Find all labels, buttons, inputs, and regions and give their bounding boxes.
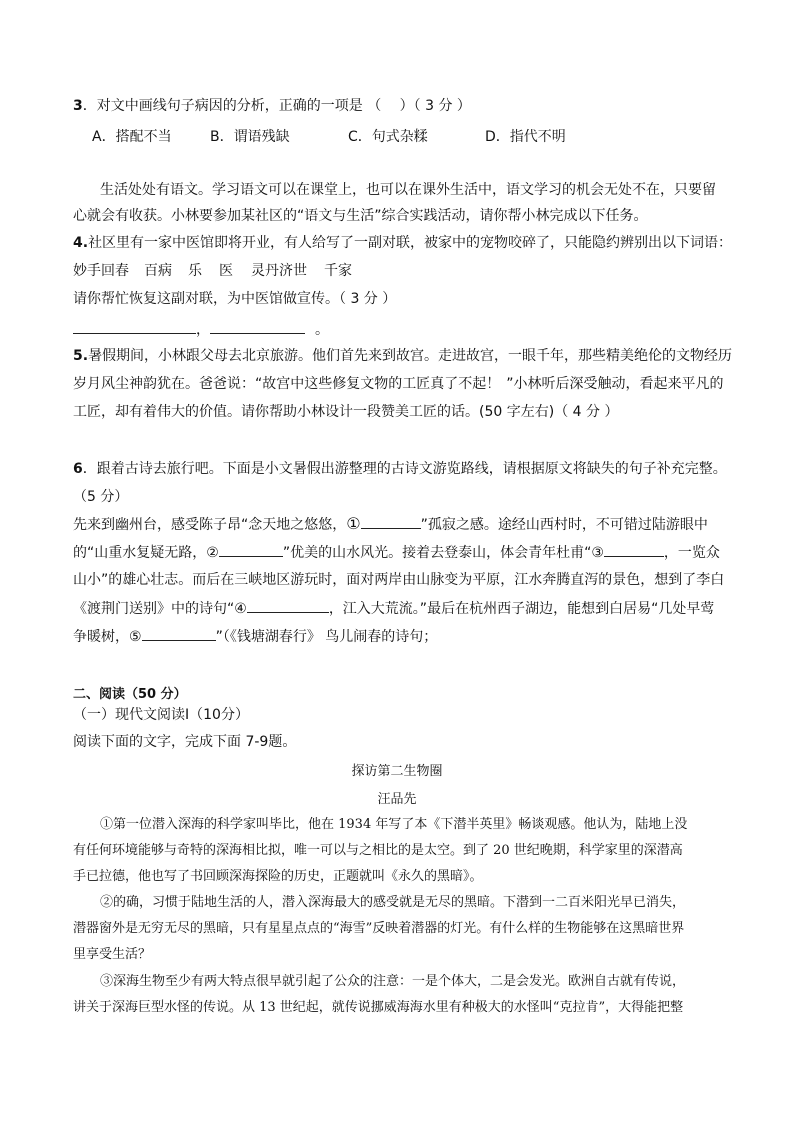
word-item: 灵丹济世 (251, 263, 307, 279)
word-item: 医 (219, 263, 233, 279)
word-item: 千家 (324, 263, 352, 279)
section-subtitle: （一）现代文阅读Ⅰ（10分） (73, 707, 249, 723)
article-paragraph-line: ②的确，习惯于陆地生活的人，潜入深海最大的感受就是无尽的黑暗。下潜到一二百米阳光早已消失， (100, 895, 686, 910)
question-5-line-2: 岁月风尘神韵犹在。爸爸说：“故宫中这些修复文物的工匠真了不起！ ”小林听后深受触动，看起来平凡的 (73, 376, 724, 392)
answer-blank-1[interactable] (73, 320, 196, 334)
question-3-stem: 3．对文中画线句子病因的分析，正确的一项是 （ ）（ 3 分 ） (73, 98, 471, 114)
question-number: 5. (73, 348, 89, 364)
question-6-score: （5 分） (73, 489, 129, 505)
question-number: 6 (73, 461, 83, 477)
poem-blank-1[interactable] (361, 515, 421, 529)
article-paragraph-line: ③深海生物至少有两大特点很早就引起了公众的注意：一是个体大，二是会发光。欧洲自古就有传说， (100, 974, 686, 989)
intro-line-1: 生活处处有语文。学习语文可以在课堂上，也可以在课外生活中，语文学习的机会无处不在，只要留 (100, 182, 716, 198)
question-5-line-1: 5.暑假期间，小林跟父母去北京旅游。他们首先来到故宫。走进故宫，一眼千年，那些精美绝伦的文物经历 (73, 348, 733, 364)
question-3-options (92, 128, 692, 146)
article-title: 探访第二生物圈 (351, 764, 443, 779)
article-paragraph-line: 讲关于深海巨型水怪的传说。从 13 世纪起，就传说挪威海海水里有种极大的水怪叫“克拉肯”，大得能把整 (73, 1000, 684, 1015)
word-item: 妙手回春 (73, 263, 129, 279)
section-instruction: 阅读下面的文字，完成下面 7-9题。 (73, 734, 297, 750)
option-b: B．谓语残缺 (210, 129, 290, 145)
article-paragraph-line: 潜器窗外是无穷无尽的黑暗，只有星星点点的“海雪”反映着潜器的灯光。有什么样的生物能够在这黑暗世界 (73, 921, 685, 936)
question-number: 3 (73, 98, 83, 114)
article-author: 汪品先 (377, 792, 417, 807)
question-4-stem: 4.社区里有一家中医馆即将开业，有人给写了一副对联，被家中的宠物咬碎了，只能隐约辨别出以下词语： (73, 235, 733, 251)
question-6-line-1: 先来到幽州台，感受陈子昂“念天地之悠悠，① ”孤寂之感。途经山西村时，不可错过陆游眼中 (73, 514, 708, 533)
question-4-instruction: 请你帮忙恢复这副对联，为中医馆做宣传。（ 3 分 ） (73, 291, 397, 307)
answer-blank-2[interactable] (210, 320, 305, 334)
question-4-answer: ， 。 (73, 320, 329, 339)
article-paragraph-line: 有任何环境能够与奇特的深海相比拟，唯一可以与之相比的是太空。到了 20 世纪晚期，科学家里的深潜高 (73, 843, 683, 858)
section-title: 二、阅读（50 分） (73, 687, 187, 702)
question-6-line-5: 争暖树，⑤ ”（《钱塘湖春行》 鸟儿闹春的诗句； (73, 629, 438, 645)
poem-blank-2[interactable] (219, 543, 283, 557)
poem-blank-3[interactable] (604, 543, 664, 557)
question-5-line-3: 工匠，却有着伟大的价值。请你帮助小林设计一段赞美工匠的话。(50 字左右)（ 4 分 ） (73, 404, 619, 420)
option-a: A．搭配不当 (92, 129, 172, 145)
circled-number-1: ① (346, 514, 361, 533)
question-number: 4. (73, 235, 89, 251)
question-6-line-2: 的“山重水复疑无路，② ”优美的山水风光。接着去登泰山，体会青年杜甫“③ ，一览众 (73, 545, 720, 561)
article-paragraph-line: 手已拉德，他也写了书回顾深海探险的历史，正题就叫《永久的黑暗》。 (73, 869, 483, 884)
question-6-line-3: 山小”的雄心壮志。而后在三峡地区游玩时，面对两岸由山脉变为平原，江水奔腾直泻的景色，想到了李白 (73, 572, 725, 588)
question-4-words (73, 262, 393, 280)
poem-blank-5[interactable] (142, 627, 216, 641)
poem-blank-4[interactable] (247, 599, 329, 613)
option-d: D．指代不明 (485, 129, 566, 145)
article-paragraph-line: 里享受生活？ (73, 947, 152, 962)
word-item: 百病 (144, 263, 172, 279)
article-paragraph-line: ①第一位潜入深海的科学家叫毕比，他在 1934 年写了本《下潜半英里》畅谈观感。他认为，陆地上没 (100, 817, 688, 832)
word-item: 乐 (188, 263, 202, 279)
intro-line-2: 心就会有收获。小林要参加某社区的“语文与生活”综合实践活动，请你帮小林完成以下任务。 (73, 208, 648, 224)
option-c: C．句式杂糅 (348, 129, 428, 145)
question-6-line-4: 《渡荆门送别》中的诗句“④ ，江入大荒流。”最后在杭州西子湖边，能想到白居易“几处早莺 (73, 601, 715, 617)
question-6-stem: 6．跟着古诗去旅行吧。下面是小文暑假出游整理的古诗文游览路线，请根据原文将缺失的句子补充完整。 (73, 461, 727, 477)
